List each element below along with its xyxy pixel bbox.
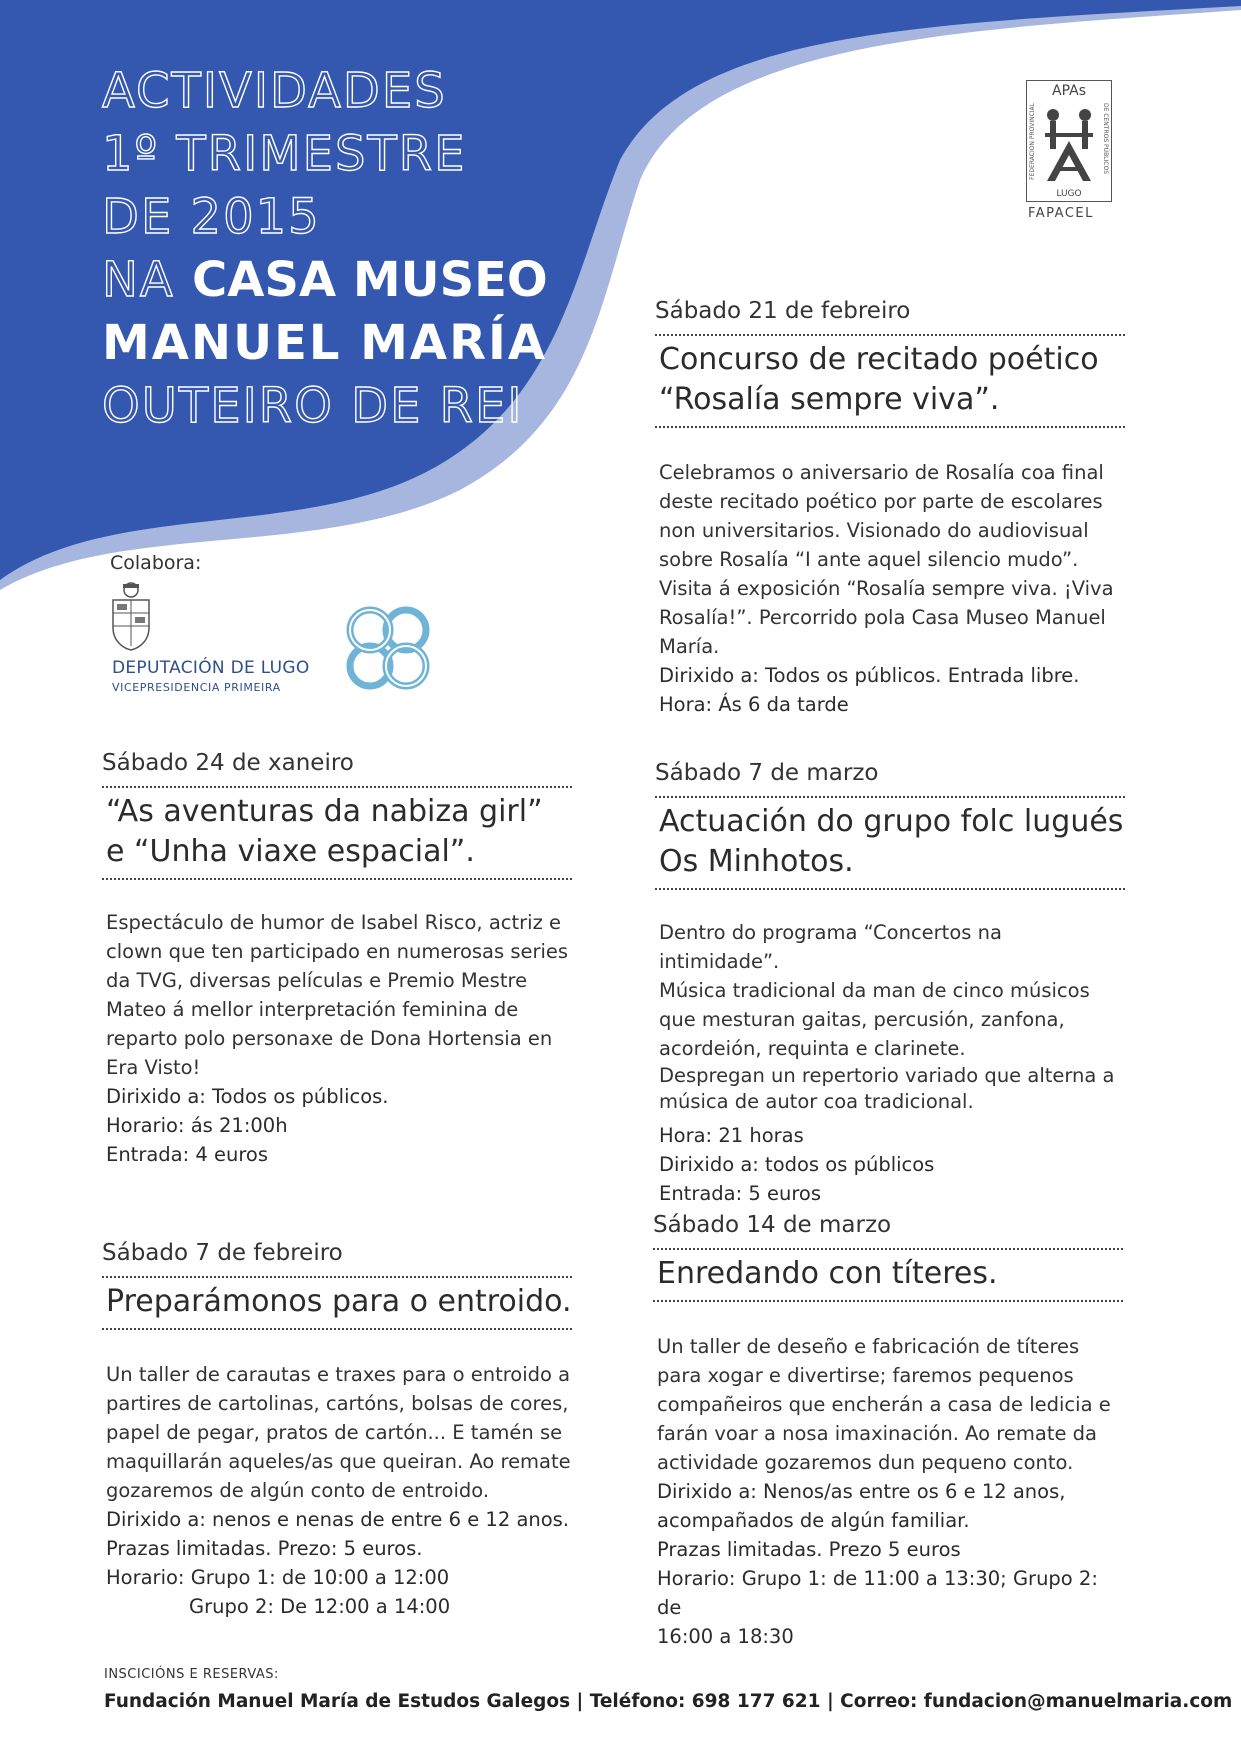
desc-line: Un taller de deseño e fabricación de títeres [657, 1335, 1080, 1358]
info-line: Horario: ás 21:00h [106, 1114, 288, 1137]
desc-line: farán voar a nosa imaxinación. Ao remate da [657, 1422, 1097, 1445]
desc-line: da TVG, diversas películas e Premio Mestre [106, 969, 528, 992]
desc-line: Espectáculo de humor de Isabel Risco, actriz e [106, 911, 562, 934]
event-title-line: e “Unha viaxe espacial”. [106, 834, 475, 869]
desc-line: compañeiros que encherán a casa de ledicia e [657, 1393, 1111, 1416]
poster-title [102, 60, 548, 438]
event-24-xaneiro [102, 750, 572, 1169]
desc-line: non universitarios. Visionado do audiovisual [659, 519, 1089, 542]
fapacel-logo-box [1026, 80, 1112, 202]
desc-line: Dentro do programa “Concertos na intimidade”. [659, 921, 1002, 973]
title-line-1: ACTIVIDADES [102, 63, 447, 119]
info-line: Dirixido a: todos os públicos [659, 1153, 935, 1176]
desc-line: clown que ten participado en numerosas series [106, 940, 569, 963]
event-date: Sábado 21 de febreiro [655, 298, 911, 324]
fapacel-side-right: DE CENTROS PÚBLICOS [1102, 103, 1109, 175]
event-14-marzo [653, 1212, 1123, 1651]
event-divider [102, 1328, 572, 1330]
desc-line: partires de cartolinas, cartóns, bolsas de cores, [106, 1392, 569, 1415]
event-title-line: “Rosalía sempre viva”. [659, 382, 1000, 417]
title-line-3: DE 2015 [102, 189, 321, 245]
event-info [102, 1082, 572, 1169]
info-line: acompañados de algún familiar. [657, 1509, 970, 1532]
event-description [655, 458, 1125, 661]
event-date: Sábado 14 de marzo [653, 1212, 892, 1238]
info-line: 16:00 a 18:30 [657, 1625, 794, 1648]
event-title [653, 1250, 1123, 1300]
desc-line: Era Visto! [106, 1056, 201, 1079]
info-line: Dirixido a: Todos os públicos. [106, 1085, 389, 1108]
desc-line: sobre Rosalía “I ante aquel silencio mudo”. [659, 548, 1079, 571]
desc-line: gozaremos de algún conto de entroido. [106, 1479, 490, 1502]
fapacel-logo [1026, 80, 1122, 221]
info-line: Hora: Ás 6 da tarde [659, 693, 849, 716]
info-line: Dirixido a: Nenos/as entre os 6 e 12 anos, [657, 1480, 1066, 1503]
desc-line: para xogar e divertirse; faremos pequenos [657, 1364, 1074, 1387]
event-title-line: Actuación do grupo folc lugués [659, 804, 1124, 839]
desc-line: papel de pegar, pratos de cartón... E tamén se [106, 1421, 563, 1444]
event-date: Sábado 7 de febreiro [102, 1240, 343, 1266]
event-title-line: Concurso de recitado poético [659, 342, 1099, 377]
desc-line: Un taller de carautas e traxes para o entroido a [106, 1363, 571, 1386]
title-line-4-bold: CASA MUSEO [192, 252, 548, 308]
title-line-5: MANUEL MARÍA [102, 315, 548, 371]
event-7-febreiro [102, 1240, 572, 1621]
info-line: Hora: 21 horas [659, 1124, 804, 1147]
info-line: Horario: Grupo 1: de 10:00 a 12:00 [106, 1566, 450, 1589]
event-7-marzo [655, 760, 1125, 1208]
footer-contact: Fundación Manuel María de Estudos Galegos | Teléfono: 698 177 621 | Correo: fundacion@manuelmaria.com [104, 1691, 1233, 1712]
fapacel-city: LUGO [1056, 189, 1082, 199]
desc-line: música de autor coa tradicional. [659, 1090, 974, 1113]
desc-line: maquillarán aqueles/as que queiran. Ao remate [106, 1450, 571, 1473]
desc-line: actividade gozaremos dun pequeno conto. [657, 1451, 1074, 1474]
deputacion-crest-icon [108, 580, 154, 652]
desc-line: Despregan un repertorio variado que alterna a [659, 1064, 1115, 1087]
event-title-line: Enredando con títeres. [657, 1256, 998, 1291]
info-line: Grupo 2: De 12:00 a 14:00 [189, 1595, 451, 1618]
event-title [655, 336, 1125, 426]
event-title-line: Preparámonos para o entroido. [106, 1284, 572, 1319]
desc-line: Música tradicional da man de cinco músicos [659, 979, 1090, 1002]
deputacion-sub: VICEPRESIDENCIA PRIMEIRA [112, 681, 281, 694]
info-line: Prazas limitadas. Prezo 5 euros [657, 1538, 961, 1561]
title-line-2: 1º TRIMESTRE [102, 126, 467, 182]
event-description [655, 918, 1125, 1115]
info-line: Dirixido a: nenos e nenas de entre 6 e 12 anos. [106, 1508, 570, 1531]
event-description [102, 1360, 572, 1505]
event-title [102, 788, 572, 878]
desc-line: acordeión, requinta e clarinete. [659, 1037, 966, 1060]
fapacel-side-left: FEDERACIÓN PROVINCIAL [1029, 103, 1036, 180]
desc-line: Rosalía!”. Percorrido pola Casa Museo Manuel [659, 606, 1106, 629]
title-line-6: OUTEIRO DE REI [102, 378, 524, 434]
title-line-4-prefix: NA [102, 252, 175, 308]
event-divider [653, 1300, 1123, 1302]
footer-label: INSCICIÓNS E RESERVAS: [104, 1667, 279, 1682]
event-info [102, 1505, 572, 1621]
info-line: Dirixido a: Todos os públicos. Entrada libre. [659, 664, 1080, 687]
fapacel-name: FAPACEL [1028, 206, 1094, 221]
event-title [102, 1278, 572, 1328]
event-info [653, 1477, 1123, 1651]
desc-line: Visita á exposición “Rosalía sempre viva. ¡Viva [659, 577, 1114, 600]
event-title-line: Os Minhotos. [659, 844, 854, 879]
event-title [655, 798, 1125, 888]
event-title-line: “As aventuras da nabiza girl” [106, 794, 543, 829]
desc-line: deste recitado poético por parte de escolares [659, 490, 1103, 513]
info-line: Prazas limitadas. Prezo: 5 euros. [106, 1537, 423, 1560]
desc-line: reparto polo personaxe de Dona Hortensia en [106, 1027, 553, 1050]
info-line: Horario: Grupo 1: de 11:00 a 13:30; Grupo 2: de [657, 1567, 1098, 1619]
celtic-knot-logo-icon [340, 600, 436, 696]
event-21-febreiro [655, 298, 1125, 719]
event-info [655, 1121, 1125, 1208]
colabora-label: Colabora: [110, 552, 202, 574]
desc-line: María. [659, 635, 720, 658]
fapacel-apas: APAs [1052, 83, 1086, 99]
event-description [102, 908, 572, 1082]
info-line: Entrada: 5 euros [659, 1182, 822, 1205]
event-date: Sábado 7 de marzo [655, 760, 879, 786]
deputacion-name: DEPUTACIÓN DE LUGO [112, 658, 310, 678]
desc-line: Celebramos o aniversario de Rosalía coa final [659, 461, 1104, 484]
event-date: Sábado 24 de xaneiro [102, 750, 354, 776]
desc-line: que mesturan gaitas, percusión, zanfona, [659, 1008, 1065, 1031]
info-line: Entrada: 4 euros [106, 1143, 269, 1166]
event-description [653, 1332, 1123, 1477]
desc-line: Mateo á mellor interpretación feminina de [106, 998, 519, 1021]
event-info [655, 661, 1125, 719]
event-divider [102, 878, 572, 880]
fapacel-figures-icon [1027, 81, 1111, 201]
event-divider [655, 426, 1125, 428]
title-line-4 [102, 249, 548, 312]
event-divider [655, 888, 1125, 890]
